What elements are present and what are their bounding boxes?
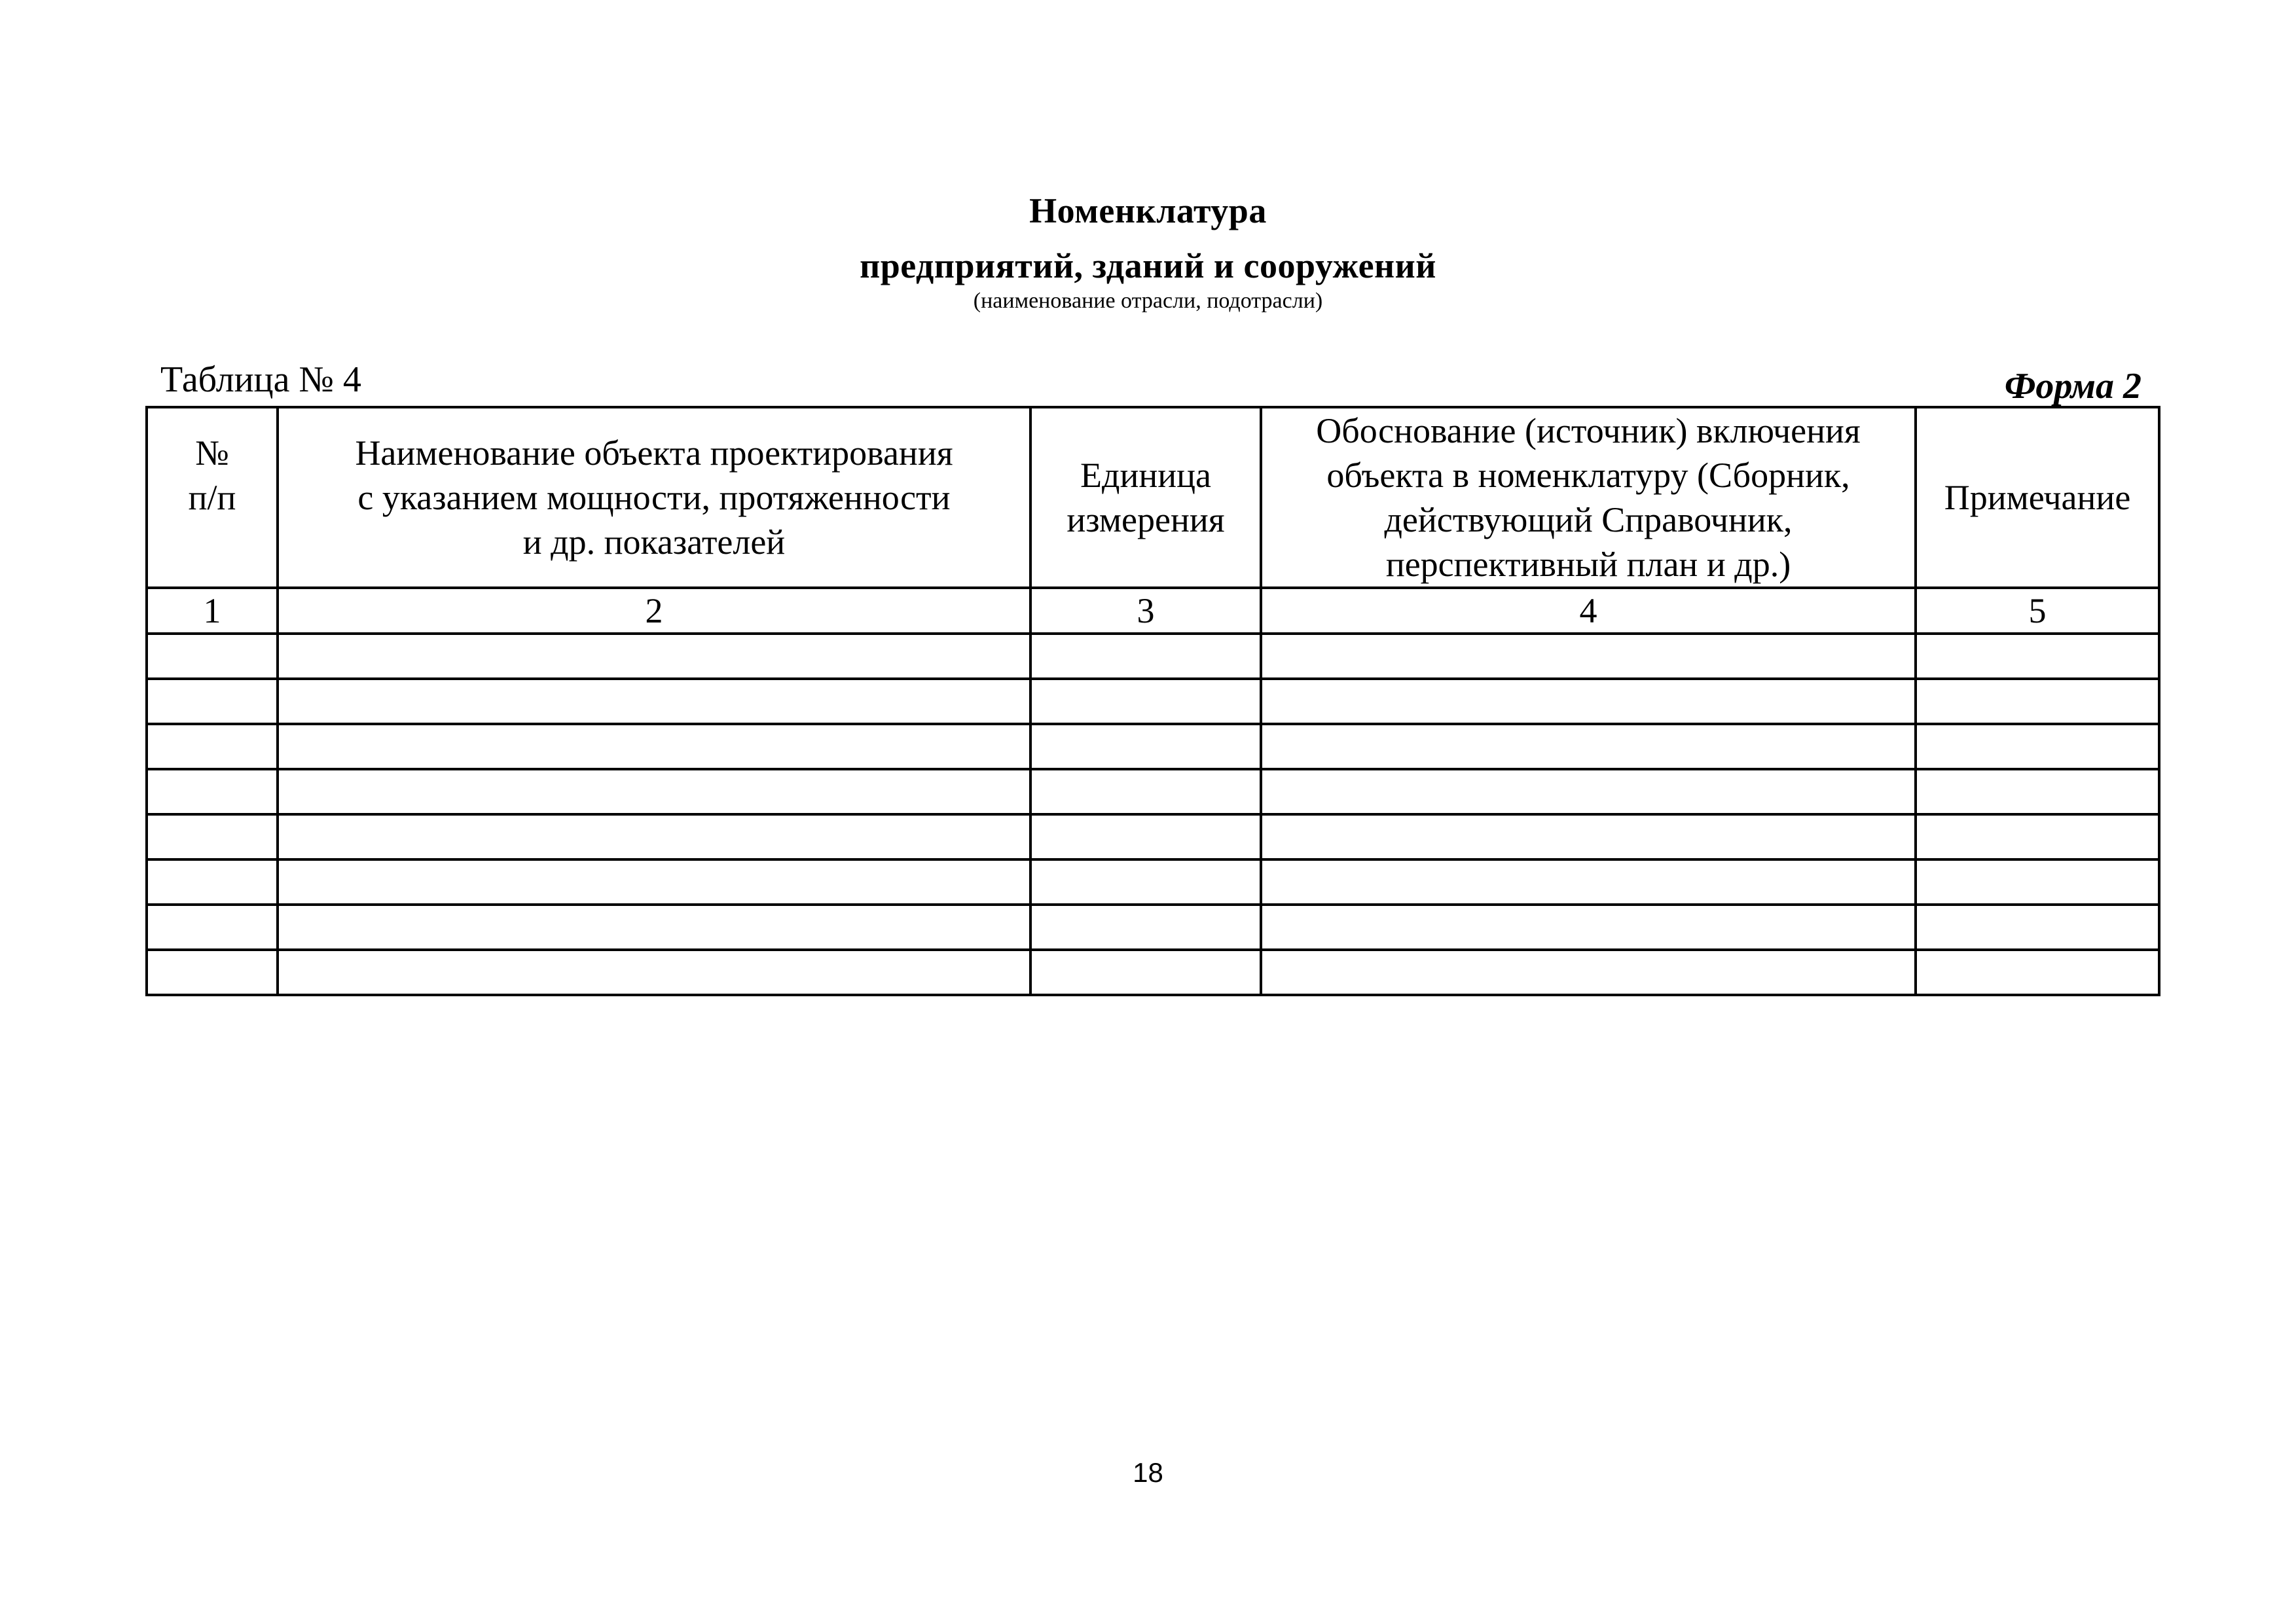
table-cell xyxy=(1030,814,1261,859)
header-text: объекта в номенклатуру (Сборник, xyxy=(1326,456,1850,495)
header-text: Наименование объекта проектирования xyxy=(355,433,953,473)
form-number-label: Форма 2 xyxy=(2004,366,2141,406)
column-number-cell: 1 xyxy=(147,588,278,634)
header-cell-justification xyxy=(1261,407,1916,588)
header-text: Единица xyxy=(1080,456,1212,495)
table-cell xyxy=(1030,859,1261,905)
header-text: Примечание xyxy=(1944,478,2131,517)
table-cell xyxy=(147,724,278,769)
table-cell xyxy=(278,769,1030,814)
table-cell xyxy=(1261,679,1916,724)
header-cell-note xyxy=(1916,407,2159,588)
table-row xyxy=(147,950,2159,995)
table-cell xyxy=(1030,769,1261,814)
table-cell xyxy=(1916,905,2159,950)
table-cell xyxy=(1030,950,1261,995)
table-cell xyxy=(1261,905,1916,950)
table-row xyxy=(147,724,2159,769)
table-cell xyxy=(278,679,1030,724)
column-number-cell: 2 xyxy=(278,588,1030,634)
table-cell xyxy=(1916,634,2159,679)
table-cell xyxy=(1916,769,2159,814)
table-row xyxy=(147,634,2159,679)
column-number-row xyxy=(147,588,2159,634)
table-cell xyxy=(147,950,278,995)
table-cell xyxy=(1261,814,1916,859)
header-text: перспективный план и др.) xyxy=(1385,545,1791,584)
column-number-cell: 5 xyxy=(1916,588,2159,634)
table-cell xyxy=(1261,859,1916,905)
header-text: действующий Справочник, xyxy=(1384,500,1793,539)
table-row xyxy=(147,679,2159,724)
table-row xyxy=(147,859,2159,905)
table-cell xyxy=(1916,679,2159,724)
blank-rows xyxy=(147,634,2159,995)
document-title-subject: предприятий, зданий и сооружений xyxy=(860,246,1436,285)
header-text: п/п xyxy=(188,478,236,517)
header-text: Обоснование (источник) включения xyxy=(1316,411,1861,450)
table-cell xyxy=(147,679,278,724)
table-cell xyxy=(1916,950,2159,995)
table-cell xyxy=(278,634,1030,679)
table-cell xyxy=(278,950,1030,995)
table-cell xyxy=(1916,814,2159,859)
page-number: 18 xyxy=(1133,1457,1163,1488)
document-subtitle: (наименование отрасли, подотрасли) xyxy=(973,289,1323,313)
table-number-label: Таблица № 4 xyxy=(160,359,361,400)
table-row xyxy=(147,769,2159,814)
header-text: и др. показателей xyxy=(522,522,786,562)
header-cell-unit xyxy=(1030,407,1261,588)
table-cell xyxy=(1261,769,1916,814)
table-row xyxy=(147,814,2159,859)
column-number-cell: 4 xyxy=(1261,588,1916,634)
table-cell xyxy=(278,724,1030,769)
table-cell xyxy=(1261,634,1916,679)
table-cell xyxy=(147,769,278,814)
table-cell xyxy=(1261,950,1916,995)
table-cell xyxy=(1916,859,2159,905)
table-cell xyxy=(1030,905,1261,950)
table-cell xyxy=(1030,679,1261,724)
table-header-row xyxy=(147,407,2159,588)
header-text: с указанием мощности, протяженности xyxy=(357,478,951,517)
column-number-cell: 3 xyxy=(1030,588,1261,634)
table-cell xyxy=(1030,724,1261,769)
document-header xyxy=(0,183,2296,314)
table-cell xyxy=(1261,724,1916,769)
table-cell xyxy=(147,634,278,679)
table-cell xyxy=(147,905,278,950)
document-title: Номенклатура xyxy=(1029,191,1267,230)
table-cell xyxy=(278,905,1030,950)
header-cell-number xyxy=(147,407,278,588)
header-cell-object-name xyxy=(278,407,1030,588)
nomenclature-table xyxy=(145,406,2160,996)
header-text: № xyxy=(195,433,229,473)
table-row xyxy=(147,905,2159,950)
table-cell xyxy=(278,814,1030,859)
table-cell xyxy=(278,859,1030,905)
table-cell xyxy=(147,814,278,859)
table-cell xyxy=(147,859,278,905)
header-text: измерения xyxy=(1066,500,1225,539)
table-cell xyxy=(1030,634,1261,679)
table-cell xyxy=(1916,724,2159,769)
